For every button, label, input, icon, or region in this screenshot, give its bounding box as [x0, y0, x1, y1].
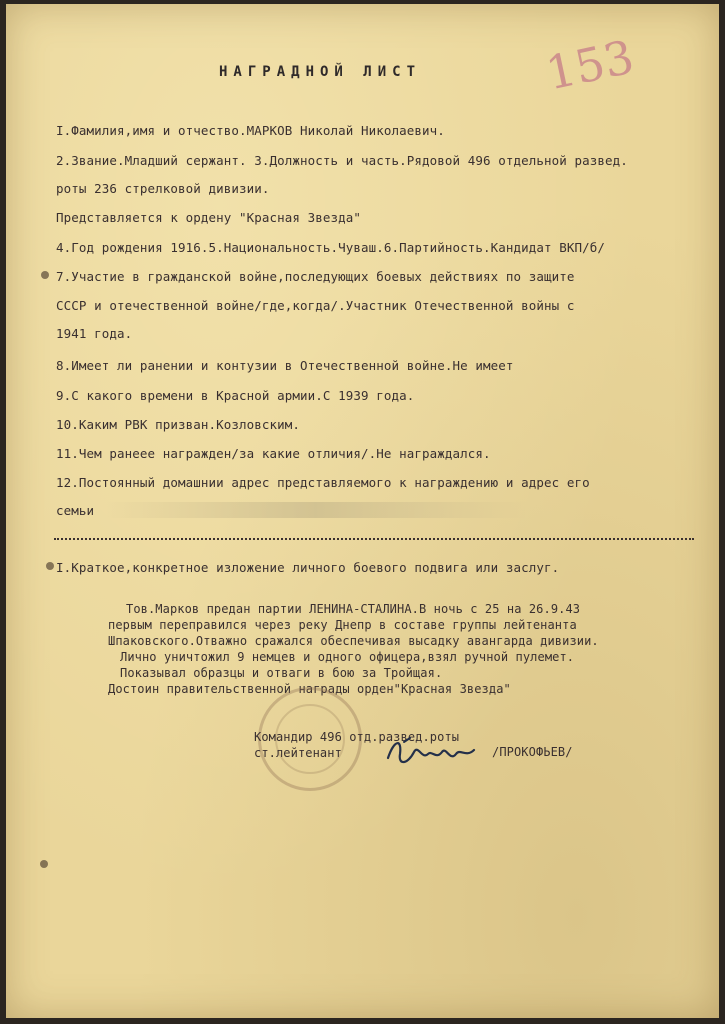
narrative-line-4: Лично уничтожил 9 немцев и одного офицера,взял ручной пулемет.: [120, 650, 575, 664]
section-divider: [54, 538, 694, 540]
signature-rank: ст.лейтенант: [254, 746, 342, 760]
narrative-line-2: первым переправился через реку Днепр в составе группы лейтенанта: [108, 618, 577, 632]
narrative-line-6: Достоин правительственной награды орден"Красная Звезда": [108, 682, 511, 696]
field-line-5: 4.Год рождения 1916.5.Национальность.Чуваш.6.Партийность.Кандидат ВКП/б/: [56, 240, 606, 255]
signature-title: Командир 496 отд.развед.роты: [254, 730, 460, 744]
field-line-3: роты 236 стрелковой дивизии.: [56, 181, 270, 196]
field-line-12: 11.Чем ранеее награжден/за какие отличия/.Не награждался.: [56, 446, 491, 461]
field-line-1: I.Фамилия,имя и отчество.МАРКОВ Николай Николаевич.: [56, 123, 445, 138]
narrative-line-1: Тов.Марков предан партии ЛЕНИНА-СТАЛИНА.В ночь с 25 на 26.9.43: [126, 602, 581, 616]
document-title: НАГРАДНОЙ ЛИСТ: [219, 64, 422, 80]
field-line-14: семьи: [56, 503, 95, 518]
punch-hole-icon: [41, 271, 49, 279]
punch-hole-icon: [46, 562, 54, 570]
handwritten-archive-number: 153: [541, 29, 639, 101]
field-line-9: 8.Имеет ли ранении и контузии в Отечественной войне.Не имеет: [56, 358, 514, 373]
field-line-6: 7.Участие в гражданской войне,последующих боевых действиях по защите: [56, 269, 575, 284]
narrative-line-3: Шпаковского.Отважно сражался обеспечивая высадку авангарда дивизии.: [108, 634, 599, 648]
field-line-13: 12.Постоянный домашнии адрес представляемого к награждению и адрес его: [56, 475, 590, 490]
redacted-address: [106, 502, 526, 518]
section-heading: I.Краткое,конкретное изложение личного боевого подвига или заслуг.: [56, 560, 560, 575]
field-line-2: 2.Звание.Младший сержант. 3.Должность и часть.Рядовой 496 отдельной развед.: [56, 153, 628, 168]
punch-hole-icon: [40, 860, 48, 868]
field-line-4: Представляется к ордену "Красная Звезда": [56, 210, 362, 225]
field-line-7: СССР и отечественной войне/где,когда/.Участник Отечественной войны с: [56, 298, 575, 313]
handwritten-signature-icon: [384, 734, 484, 774]
field-line-10: 9.С какого времени в Красной армии.С 1939 года.: [56, 388, 415, 403]
field-line-8: 1941 года.: [56, 326, 133, 341]
narrative-line-5: Показывал образцы и отваги в бою за Тройщая.: [120, 666, 443, 680]
award-sheet: [6, 4, 719, 1018]
signatory-name: /ПРОКОФЬЕВ/: [492, 745, 573, 759]
field-line-11: 10.Каким РВК призван.Козловским.: [56, 417, 301, 432]
